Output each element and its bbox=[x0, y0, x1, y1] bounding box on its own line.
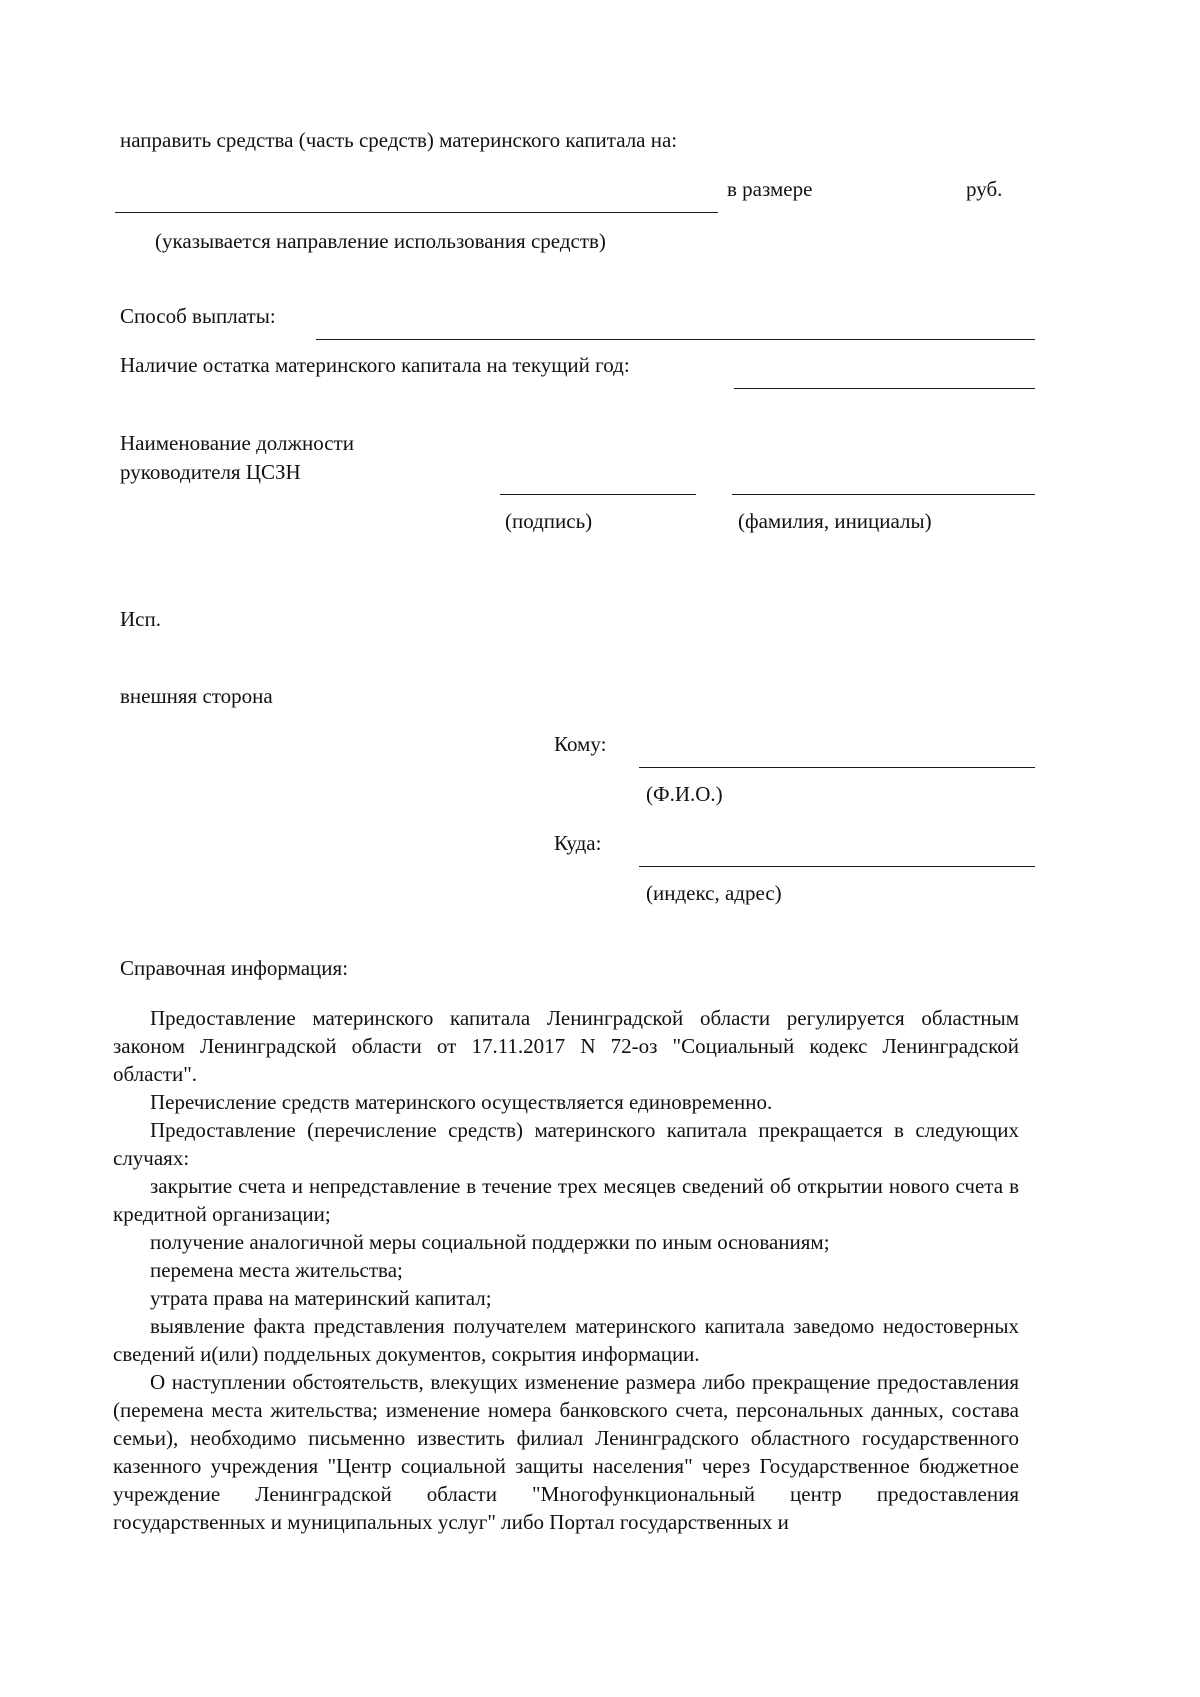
balance-label: Наличие остатка материнского капитала на текущий год: bbox=[120, 353, 630, 377]
recipient-field-line[interactable] bbox=[639, 767, 1035, 768]
amount-currency: руб. bbox=[966, 177, 1003, 201]
reference-list-item: выявление факта представления получателем материнского капитала заведомо недостоверных сведений и(или) поддельных документов, сокрытия информации. bbox=[113, 1314, 1019, 1366]
recipient-caption: (Ф.И.О.) bbox=[646, 782, 723, 806]
payment-method-label: Способ выплаты: bbox=[120, 304, 276, 328]
address-label: Куда: bbox=[554, 831, 602, 855]
reference-list-item: закрытие счета и непредставление в течение трех месяцев сведений об открытии нового счета в кредитной организации; bbox=[113, 1174, 1019, 1226]
signature-caption: (подпись) bbox=[505, 509, 593, 533]
direction-caption: (указывается направление использования средств) bbox=[155, 229, 606, 253]
name-field-line[interactable] bbox=[732, 494, 1035, 495]
reference-list-item: перемена места жительства; bbox=[150, 1258, 403, 1282]
reference-title: Справочная информация: bbox=[120, 956, 349, 980]
position-title-line2: руководителя ЦСЗН bbox=[120, 460, 301, 484]
signature-field-line[interactable] bbox=[500, 494, 696, 495]
reference-paragraph: Предоставление (перечисление средств) материнского капитала прекращается в следующих случаях: bbox=[113, 1118, 1019, 1170]
direction-field-line[interactable] bbox=[115, 212, 718, 213]
outer-side-label: внешняя сторона bbox=[120, 684, 273, 708]
balance-field-line[interactable] bbox=[734, 388, 1035, 389]
reference-paragraph: Перечисление средств материнского осуществляется единовременно. bbox=[150, 1090, 773, 1114]
direct-funds-text: направить средства (часть средств) материнского капитала на: bbox=[120, 128, 678, 152]
reference-list-item: утрата права на материнский капитал; bbox=[150, 1286, 492, 1310]
name-caption: (фамилия, инициалы) bbox=[738, 509, 932, 533]
reference-list-item: получение аналогичной меры социальной поддержки по иным основаниям; bbox=[150, 1230, 830, 1254]
reference-paragraph: Предоставление материнского капитала Ленинградской области регулируется областным законом Ленинградской области от 17.11.2017 N 72-оз "Социальный кодекс Ленинградской области". bbox=[113, 1006, 1019, 1086]
position-title-line1: Наименование должности bbox=[120, 431, 354, 455]
address-field-line[interactable] bbox=[639, 866, 1035, 867]
address-caption: (индекс, адрес) bbox=[646, 881, 782, 905]
reference-paragraph: О наступлении обстоятельств, влекущих изменение размера либо прекращение предоставления (перемена места жительства; изменение номера банковского счета, персональных данных, состава семьи), необходимо письменно известить филиал Ленинградского областного государственного казенного учреждения "Центр социальной защиты населения" через Государственное бюджетное учреждение Ленинградской области "Многофункциональный центр предоставления государственных и муниципальных услуг" либо Портал государственных и bbox=[113, 1370, 1019, 1534]
executor-label: Исп. bbox=[120, 607, 161, 631]
amount-prefix: в размере bbox=[727, 177, 813, 201]
payment-method-field-line[interactable] bbox=[316, 339, 1035, 340]
recipient-label: Кому: bbox=[554, 732, 607, 756]
